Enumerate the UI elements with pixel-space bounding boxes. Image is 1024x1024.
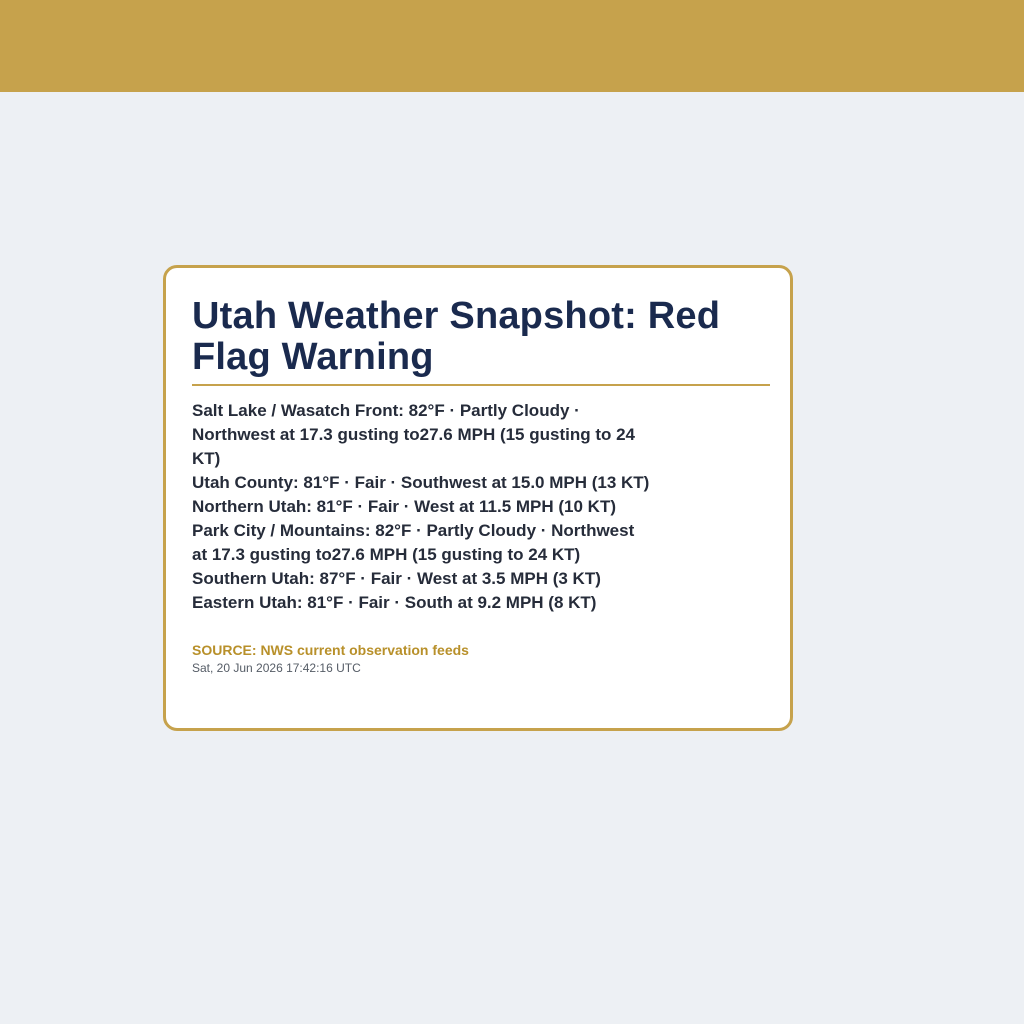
observation-eastern-utah: Eastern Utah: 81°F · Fair · South at 9.2 MPH (8 KT) <box>192 593 597 612</box>
observation-utah-county: Utah County: 81°F · Fair · Southwest at 15.0 MPH (13 KT) <box>192 473 650 492</box>
observation-southern-utah: Southern Utah: 87°F · Fair · West at 3.5 MPH (3 KT) <box>192 569 601 588</box>
top-banner <box>0 0 1024 92</box>
observation-salt-lake: Salt Lake / Wasatch Front: 82°F · Partly Cloudy · Northwest at 17.3 gusting to27.6 MPH (15 gusting to 24 KT) <box>192 401 636 468</box>
source-label: SOURCE: NWS current observation feeds <box>192 642 469 658</box>
timestamp: Sat, 20 Jun 2026 17:42:16 UTC <box>192 661 361 675</box>
title-divider <box>192 384 770 386</box>
observation-park-city: Park City / Mountains: 82°F · Partly Cloudy · Northwest at 17.3 gusting to27.6 MPH (15 gusting to 24 KT) <box>192 521 635 564</box>
weather-snapshot-card <box>163 265 793 731</box>
card-title: Utah Weather Snapshot: Red Flag Warning <box>192 295 721 378</box>
observation-northern-utah: Northern Utah: 81°F · Fair · West at 11.5 MPH (10 KT) <box>192 497 617 516</box>
observation-list <box>192 399 654 615</box>
